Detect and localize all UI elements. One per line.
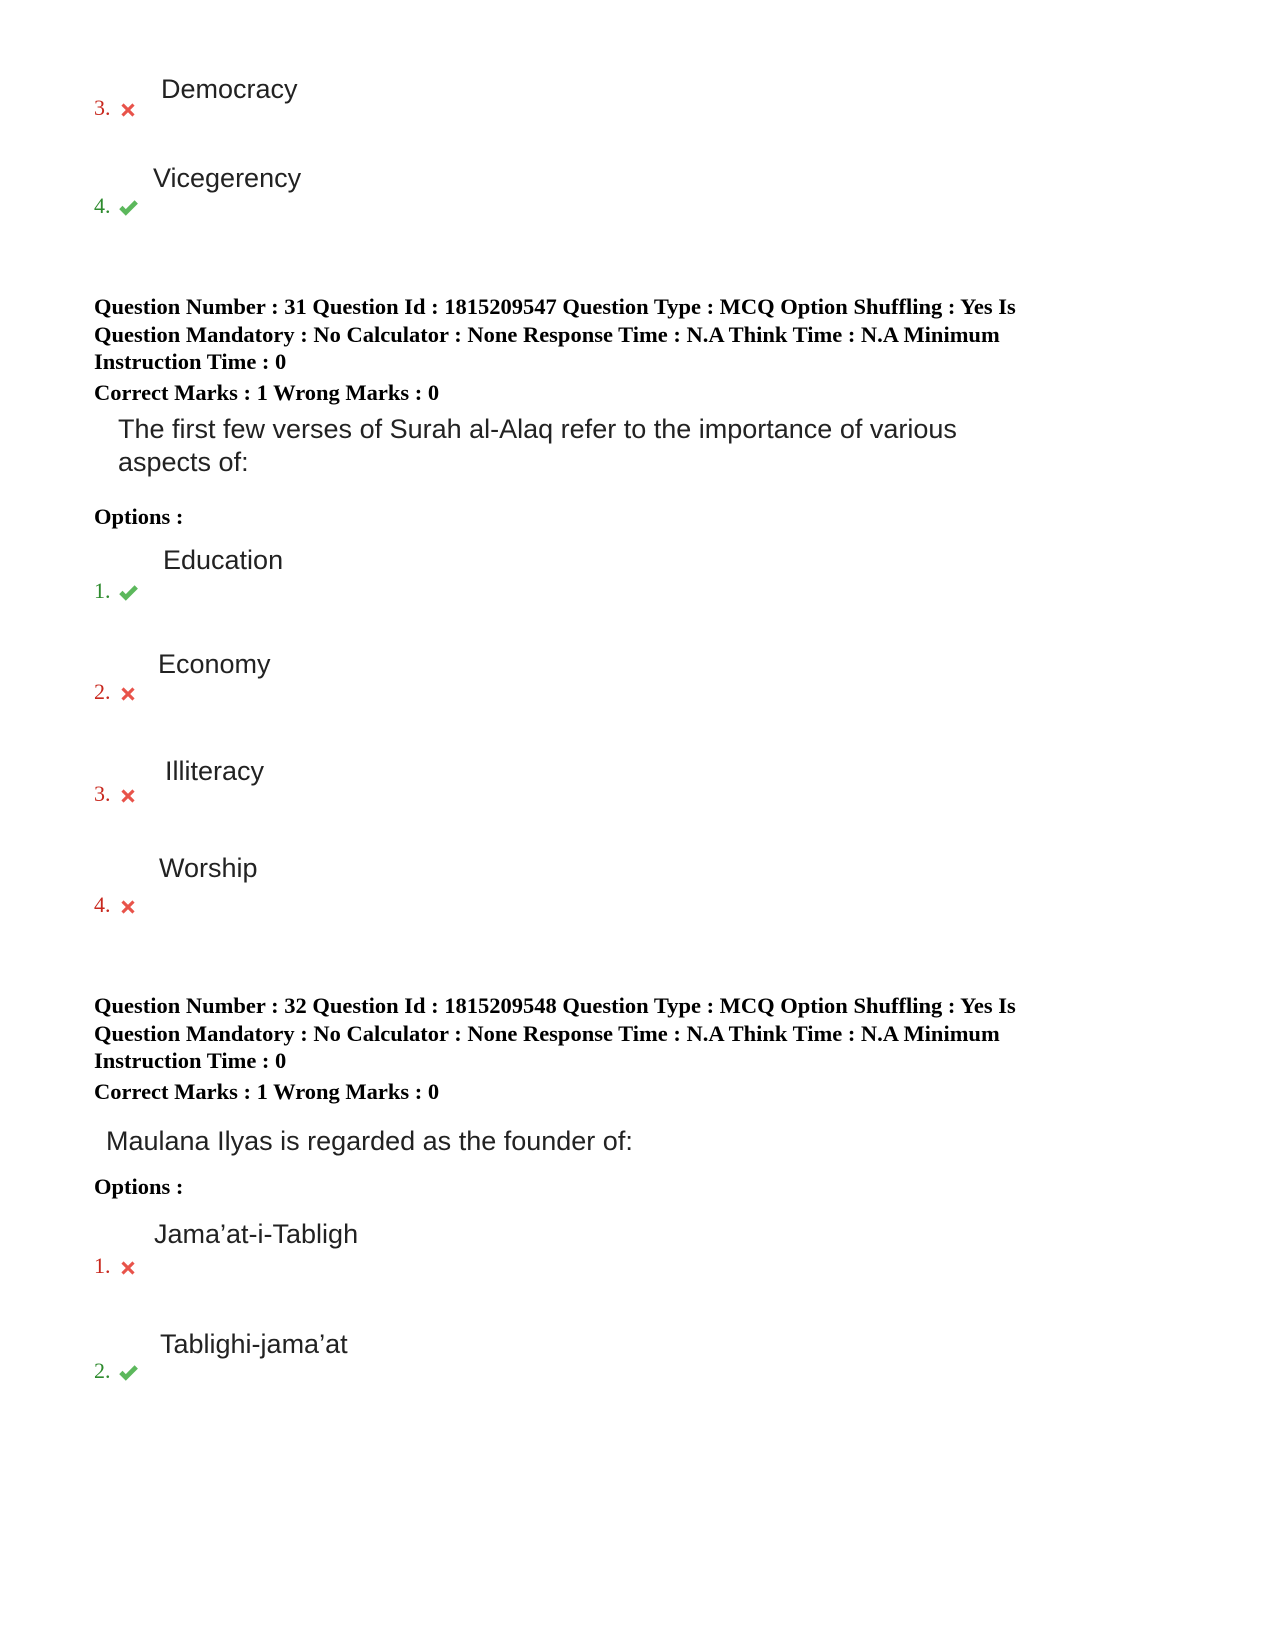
question-stem: The first few verses of Surah al-Alaq refer to the importance of various aspects of: bbox=[118, 414, 957, 477]
option-number: 2. bbox=[94, 1358, 139, 1384]
option-text: Vicegerency bbox=[153, 163, 302, 193]
options-label: Options : bbox=[94, 1174, 184, 1199]
cross-icon bbox=[117, 785, 139, 807]
option-text: Economy bbox=[158, 649, 271, 679]
option-number: 4. bbox=[94, 193, 139, 219]
option-text: Tablighi-jama’at bbox=[160, 1329, 348, 1359]
check-icon bbox=[117, 1362, 139, 1384]
option-text: Worship bbox=[159, 853, 258, 883]
cross-icon bbox=[117, 99, 139, 121]
options-label: Options : bbox=[94, 504, 184, 529]
option-number: 2. bbox=[94, 679, 139, 705]
option-text: Education bbox=[163, 545, 284, 575]
option-number: 1. bbox=[94, 1253, 139, 1279]
question-stem: Maulana Ilyas is regarded as the founder of: bbox=[106, 1126, 633, 1156]
check-icon bbox=[117, 582, 139, 604]
option-number: 3. bbox=[94, 95, 139, 121]
cross-icon bbox=[117, 1257, 139, 1279]
question-meta: Question Number : 31 Question Id : 1815209547 Question Type : MCQ Option Shuffling : Yes Is Question Mandatory : No Calculator : None Response Time : N.A Think Time : N.A Minimum Instruction Time : 0 bbox=[94, 294, 1016, 374]
question-marks: Correct Marks : 1 Wrong Marks : 0 bbox=[94, 1079, 440, 1104]
option-number: 3. bbox=[94, 781, 139, 807]
cross-icon bbox=[117, 896, 139, 918]
option-text: Illiteracy bbox=[165, 756, 265, 786]
cross-icon bbox=[117, 683, 139, 705]
option-text: Democracy bbox=[161, 74, 298, 104]
question-meta: Question Number : 32 Question Id : 1815209548 Question Type : MCQ Option Shuffling : Yes Is Question Mandatory : No Calculator : None Response Time : N.A Think Time : N.A Minimum Instruction Time : 0 bbox=[94, 993, 1016, 1073]
option-number: 1. bbox=[94, 578, 139, 604]
option-text: Jama’at-i-Tabligh bbox=[154, 1219, 359, 1249]
question-marks: Correct Marks : 1 Wrong Marks : 0 bbox=[94, 380, 440, 405]
option-number: 4. bbox=[94, 892, 139, 918]
check-icon bbox=[117, 197, 139, 219]
